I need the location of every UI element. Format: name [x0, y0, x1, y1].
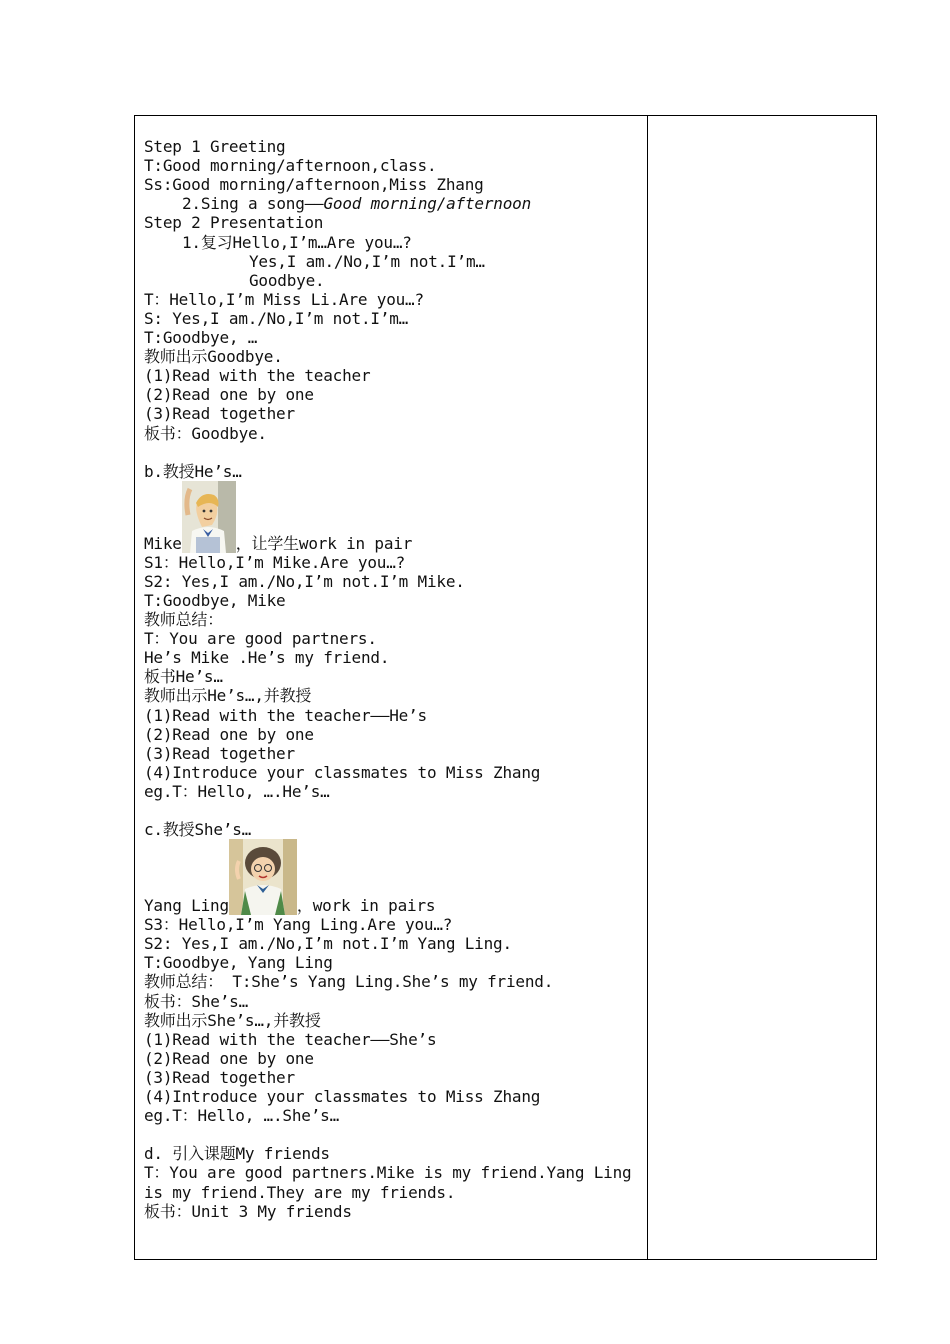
text-line: T：You are good partners.: [144, 629, 377, 649]
yang-ling-figure-line: [144, 839, 647, 915]
text-line: (4)Introduce your classmates to Miss Zhang: [144, 762, 541, 782]
text-line: T：Hello,I’m Miss Li.Are you…?: [144, 289, 424, 309]
blank-line: [144, 443, 647, 462]
text-line: (2)Read one by one: [144, 724, 314, 744]
text-line: S2: Yes,I am./No,I’m not.I’m Mike.: [144, 571, 465, 591]
lesson-content: [135, 116, 647, 1259]
text-line: He’s Mike .He’s my friend.: [144, 648, 390, 668]
text-line: (3)Read together: [144, 1067, 295, 1087]
text-line: (1)Read with the teacher: [144, 366, 371, 386]
section-heading: d. 引入课题My friends: [144, 1144, 330, 1164]
text-line: 1.复习Hello,I’m…Are you…?: [182, 232, 412, 252]
mike-figure-line: [144, 481, 647, 553]
text-line: Goodbye.: [249, 270, 325, 290]
text-line: (4)Introduce your classmates to Miss Zhang: [144, 1087, 541, 1107]
notes-cell: [648, 116, 877, 1260]
text-line: 教师出示He’s…,并教授: [144, 686, 312, 706]
text-line: (2)Read one by one: [144, 385, 314, 405]
text-line: 教师总结： T:She’s Yang Ling.She’s my friend.: [144, 972, 554, 992]
text-line: T：You are good partners.Mike is my friend.Yang Ling: [144, 1163, 632, 1183]
text-line: 板书：Unit 3 My friends: [144, 1201, 352, 1221]
text-line: T:Goodbye, Yang Ling: [144, 953, 333, 973]
song-label: 2.Sing a song——: [182, 194, 324, 214]
text-line: is my friend.They are my friends.: [144, 1182, 456, 1202]
text-line: (2)Read one by one: [144, 1048, 314, 1068]
text-line: 教师出示She’s…,并教授: [144, 1010, 321, 1030]
text-line: (3)Read together: [144, 404, 295, 424]
text-line: 板书：She’s…: [144, 991, 248, 1011]
section-heading: c.教授She’s…: [144, 820, 252, 840]
text-fragment: Yang Ling: [144, 896, 229, 916]
text-line: 板书：Goodbye.: [144, 423, 267, 443]
text-line: eg.T：Hello, ….She’s…: [144, 1106, 340, 1126]
section-heading: b.教授He’s…: [144, 461, 242, 481]
text-line: 板书He’s…: [144, 667, 223, 687]
mike-illustration: [182, 481, 236, 553]
text-fragment: ，让学生work in pair: [235, 533, 413, 553]
text-line: 教师总结：: [144, 610, 224, 630]
text-line: T:Goodbye, …: [144, 328, 258, 348]
text-line: (3)Read together: [144, 743, 295, 763]
text-line: S: Yes,I am./No,I’m not.I’m…: [144, 308, 409, 328]
text-line: 教师出示Goodbye.: [144, 347, 283, 367]
text-line: (1)Read with the teacher——He’s: [144, 705, 427, 725]
text-line: S1：Hello,I’m Mike.Are you…?: [144, 552, 406, 572]
text-line: Yes,I am./No,I’m not.I’m…: [249, 251, 485, 271]
text-line: S3：Hello,I’m Yang Ling.Are you…?: [144, 915, 453, 935]
text-line: eg.T：Hello, ….He’s…: [144, 781, 330, 801]
blank-line: [144, 1125, 647, 1144]
text-line: (1)Read with the teacher——She’s: [144, 1029, 437, 1049]
step-heading: Step 1 Greeting: [144, 137, 286, 157]
step-heading: Step 2 Presentation: [144, 213, 324, 233]
text-line: Ss:Good morning/afternoon,Miss Zhang: [144, 175, 484, 195]
text-fragment: ，work in pairs: [296, 896, 436, 916]
text-fragment: Mike: [144, 533, 182, 553]
lesson-content-cell: [135, 116, 648, 1260]
text-line: T:Good morning/afternoon,class.: [144, 156, 437, 176]
text-line: [144, 194, 647, 213]
text-line: T:Goodbye, Mike: [144, 590, 286, 610]
text-line: S2: Yes,I am./No,I’m not.I’m Yang Ling.: [144, 934, 512, 954]
lesson-plan-table: [134, 115, 877, 1260]
blank-line: [144, 801, 647, 820]
song-title: Good morning/afternoon: [323, 194, 532, 214]
yang-ling-illustration: [229, 839, 297, 915]
